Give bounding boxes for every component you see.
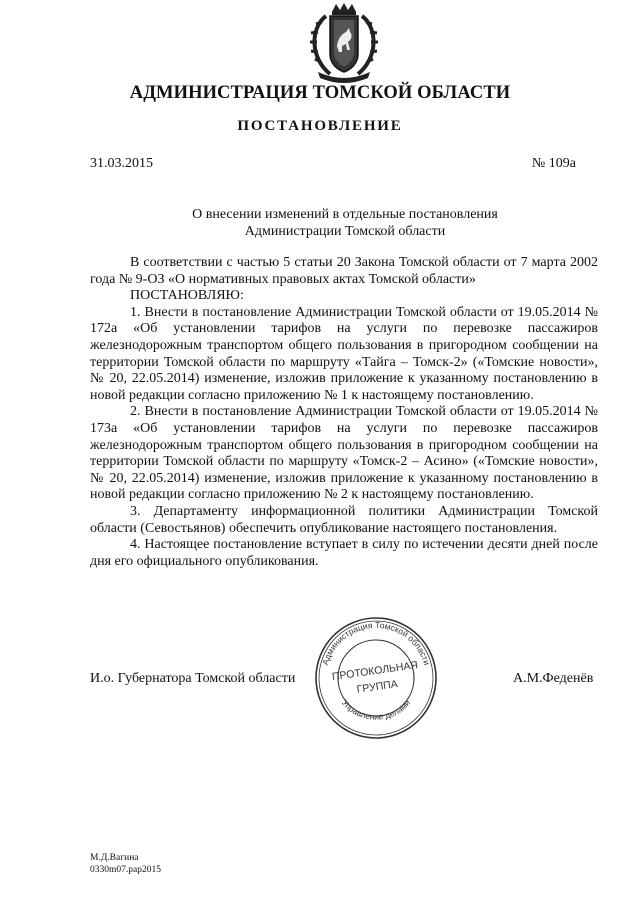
subject-line-2: Администрации Томской области — [244, 224, 446, 239]
stamp-center-line-1: ПРОТОКОЛЬНАЯ — [331, 659, 419, 684]
stamp-ring-text: Администрация Томской области — [319, 619, 433, 667]
organization-title: АДМИНИСТРАЦИЯ ТОМСКОЙ ОБЛАСТИ — [129, 83, 511, 103]
preamble-paragraph: В соответствии с частью 5 статьи 20 Закона Томской области от 7 марта 2002 года № 9-ОЗ «О нормативных правовых актах Томской области» — [90, 255, 598, 287]
item-3-paragraph: 3. Департаменту информационной политики Администрации Томской области (Севостьянов) обеспечить опубликование настоящего постановления. — [90, 503, 598, 536]
document-body — [90, 255, 598, 570]
resolve-heading: ПОСТАНОВЛЯЮ: — [130, 288, 244, 304]
item-4-paragraph: 4. Настоящее постановление вступает в силу по истечении десяти дней после дня его официального опубликования. — [90, 537, 598, 569]
file-reference: 0330m07.pap2015 — [90, 864, 161, 875]
svg-text:Управление делами — [340, 697, 413, 721]
document-type: ПОСТАНОВЛЕНИЕ — [237, 118, 403, 134]
item-2-paragraph: 2. Внести в постановление Администрации Томской области от 19.05.2014 № 173а «Об установлении тарифов на услуги по перевозке пассажиров железнодорожным транспортом общего пользования в пригородном сообщении на территории Томской области по маршруту «Томск-2 – Асино» («Томские новости», № 20, 22.05.2014) изменение, изложив приложение к указанному постановлению в новой редакции согласно приложению № 2 к настоящему постановлению. — [90, 404, 598, 503]
executor-name: М.Д.Вагина — [90, 853, 139, 863]
document-subject — [0, 206, 640, 240]
item-1-paragraph: 1. Внести в постановление Администрации Томской области от 19.05.2014 № 172а «Об установлении тарифов на услуги по перевозке пассажиров железнодорожным транспортом общего пользования в пригородном сообщении на территории Томской области по маршруту «Тайга – Томск-2» («Томские новости», № 20, 22.05.2014) изменение, изложив приложение к указанному постановлению в новой редакции согласно приложению № 1 к настоящему постановлению. — [90, 304, 598, 403]
document-number: № 109а — [531, 156, 576, 171]
official-stamp — [312, 612, 440, 742]
stamp-bottom-text: Управление делами — [339, 697, 413, 722]
signatory-position: И.о. Губернатора Томской области — [90, 671, 296, 686]
subject-line-1: О внесении изменений в отдельные постановления — [192, 207, 498, 222]
signatory-name: А.М.Феденёв — [513, 671, 594, 686]
stamp-center-line-2: ГРУППА — [356, 678, 399, 696]
document-footer — [90, 853, 161, 876]
coat-of-arms-icon — [296, 2, 392, 84]
document-date: 31.03.2015 — [90, 156, 153, 171]
